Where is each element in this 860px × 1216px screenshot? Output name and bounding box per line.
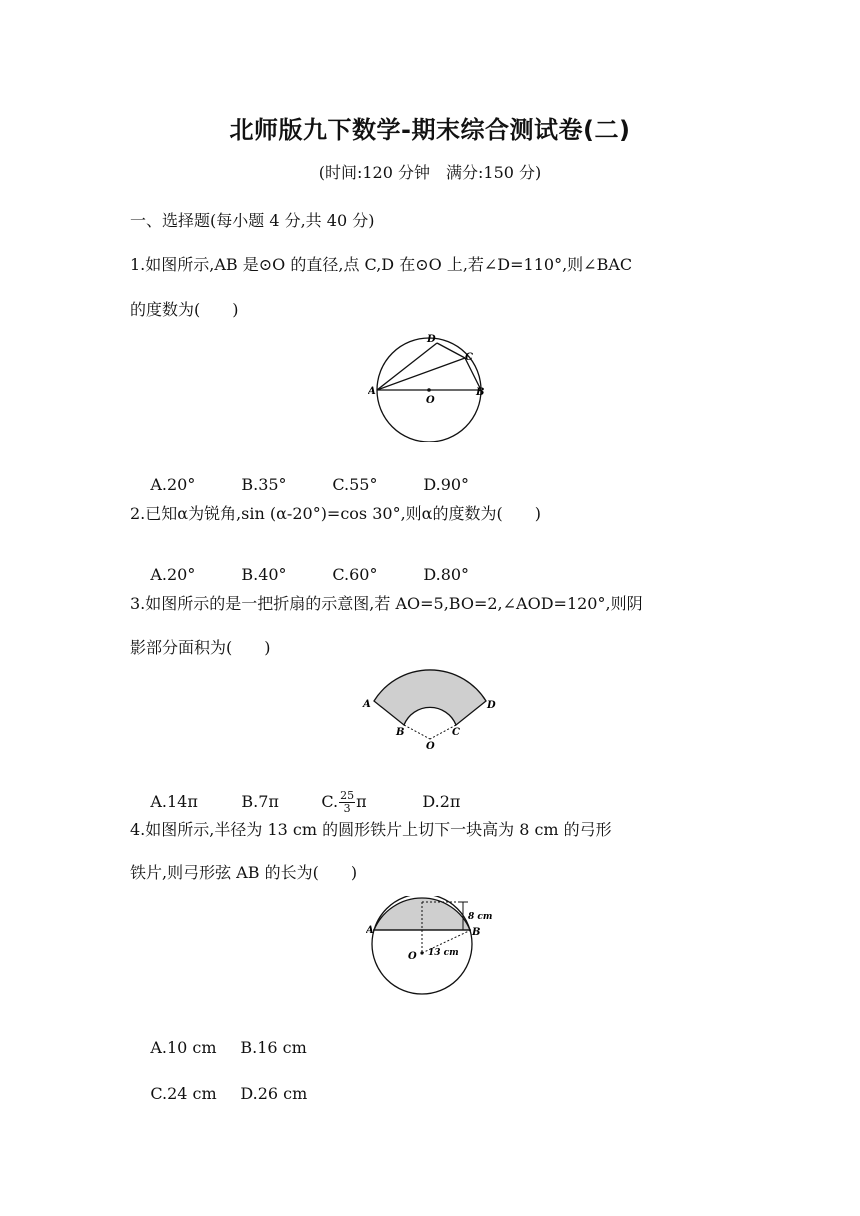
q1-text-line2: 的度数为( ) (130, 300, 239, 319)
fraction-numerator: 25 (340, 789, 355, 802)
q4-option-b[interactable]: B.16 cm (240, 1038, 307, 1057)
q4-options-row2 (130, 1065, 307, 1122)
q3-text-line2: 影部分面积为( ) (130, 638, 271, 657)
q2-option-d[interactable]: D.80° (423, 565, 470, 584)
q3-label-b: B (396, 727, 405, 738)
exam-info: (时间:120 分钟 满分:150 分) (318, 163, 542, 182)
q3-label-c: C (452, 727, 460, 738)
q1-option-d[interactable]: D.90° (423, 475, 470, 494)
q4-height-label: 8 cm (468, 912, 493, 922)
section-heading: 一、选择题(每小题 4 分,共 40 分) (130, 211, 375, 230)
q4-label-b: B (472, 927, 481, 938)
q3-option-d[interactable]: D.2π (422, 792, 461, 811)
q2-option-c[interactable]: C.60° (332, 565, 378, 584)
q4-text-line2: 铁片,则弓形弦 AB 的长为( ) (130, 863, 358, 882)
q1-circle-figure (368, 330, 496, 442)
q3-label-d: D (487, 700, 496, 711)
page-title: 北师版九下数学-期末综合测试卷(二) (229, 116, 631, 144)
q2-text: 2.已知α为锐角,sin (α-20°)=cos 30°,则α的度数为( ) (130, 504, 541, 523)
q3-option-b[interactable]: B.7π (241, 792, 279, 811)
q4-option-d[interactable]: D.26 cm (240, 1084, 308, 1103)
q4-circle-figure (366, 896, 506, 1000)
q4-label-a: A (366, 925, 374, 936)
q3-option-c-prefix: C. (321, 792, 339, 811)
q1-option-c[interactable]: C.55° (332, 475, 378, 494)
q4-radius-label: 13 cm (428, 948, 459, 958)
q1-label-d: D (427, 334, 436, 345)
q4-option-c[interactable]: C.24 cm (150, 1084, 217, 1103)
q4-text-line1: 4.如图所示,半径为 13 cm 的圆形铁片上切下一块高为 8 cm 的弓形 (130, 820, 612, 839)
q3-option-c-fraction (339, 790, 355, 815)
q1-label-c: C (465, 352, 473, 363)
q2-option-a[interactable]: A.20° (150, 565, 196, 584)
q1-label-b: B (476, 387, 485, 398)
q3-option-c[interactable] (321, 790, 422, 815)
q3-fan-figure (360, 668, 500, 752)
q4-label-o: O (408, 951, 417, 962)
q3-option-a[interactable]: A.14π (150, 792, 198, 811)
q3-label-a: A (363, 699, 371, 710)
q1-label-o: O (426, 395, 435, 406)
q1-label-a: A (368, 386, 376, 397)
q1-text-line1: 1.如图所示,AB 是⊙O 的直径,点 C,D 在⊙O 上,若∠D=110°,则∠BAC (130, 255, 633, 274)
q1-option-b[interactable]: B.35° (241, 475, 287, 494)
q1-option-a[interactable]: A.20° (150, 475, 196, 494)
q3-label-o: O (426, 741, 435, 752)
fraction-denominator: 3 (343, 802, 351, 815)
pi-symbol: π (356, 792, 367, 811)
q3-text-line1: 3.如图所示的是一把折扇的示意图,若 AO=5,BO=2,∠AOD=120°,则阴 (130, 594, 643, 613)
q2-option-b[interactable]: B.40° (241, 565, 287, 584)
q4-option-a[interactable]: A.10 cm (150, 1038, 217, 1057)
